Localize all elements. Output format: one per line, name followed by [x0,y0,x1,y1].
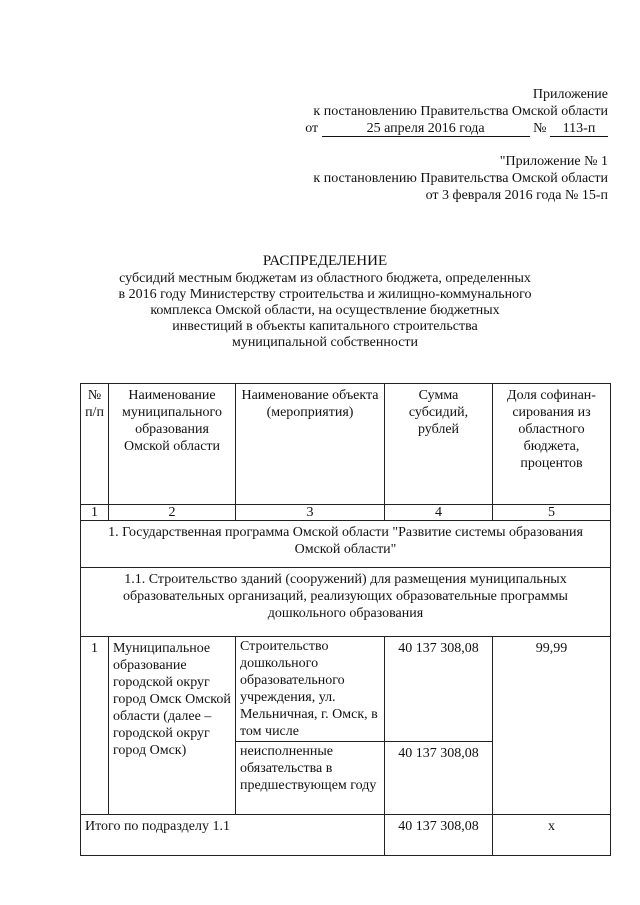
distribution-table [80,383,611,856]
column-number: 1 [81,505,109,521]
column-number: 2 [109,505,236,521]
title-heading: РАСПРЕДЕЛЕНИЕ [262,253,388,269]
resolution-date: 25 апреля 2016 года [322,121,530,137]
table-row [81,637,611,742]
program-title: 1. Государственная программа Омской области "Развитие системы образования Омской области" [81,521,611,568]
resolution-number: 113-п [550,121,608,137]
appendix-header [305,86,608,137]
resolution-reference: к постановлению Правительства Омской области [313,104,608,119]
total-label: Итого по подразделу 1.1 [81,815,385,856]
column-number: 3 [236,505,385,521]
subsection-row [81,568,611,637]
title-line: субсидий местным бюджетам из областного бюджета, определенных [119,271,531,286]
appendix1-header [313,153,608,204]
row-object-obligations: неисполненные обязательства в предшествующем году [236,742,385,815]
row-sum-obligations: 40 137 308,08 [385,742,493,815]
document-title [90,253,560,351]
number-sign: № [533,121,547,136]
title-line: в 2016 году Министерству строительства и жилищно-коммунального [118,287,532,302]
header-sum: Сумма субсидий, рублей [385,384,493,505]
header-share: Доля софинан-сирования из областного бюджета, процентов [493,384,611,505]
table-header-row [81,384,611,505]
column-number: 4 [385,505,493,521]
total-share: х [493,815,611,856]
row-municipality: Муниципальное образование городской округ город Омск Омской области (далее – городской округ город Омск) [109,637,236,815]
date-number-line [305,120,608,137]
row-object: Строительство дошкольного образовательного учреждения, ул. Мельничная, г. Омск, в том числе [236,637,385,742]
total-sum: 40 137 308,08 [385,815,493,856]
row-share: 99,99 [493,637,611,815]
row-number: 1 [81,637,109,815]
appendix1-date: от 3 февраля 2016 года № 15-п [425,188,608,203]
appendix1-label: "Приложение № 1 [499,154,608,169]
appendix-label: Приложение [532,87,608,102]
program-row [81,521,611,568]
date-prefix: от [305,121,319,136]
header-municipality: Наименование муниципального образования Омской области [109,384,236,505]
column-number-row [81,505,611,521]
appendix1-resolution: к постановлению Правительства Омской области [313,171,608,186]
column-number: 5 [493,505,611,521]
row-sum: 40 137 308,08 [385,637,493,742]
title-line: комплекса Омской области, на осуществление бюджетных [150,303,500,318]
total-row [81,815,611,856]
header-object: Наименование объекта (мероприятия) [236,384,385,505]
title-line: муниципальной собственности [231,335,419,350]
subsection-title: 1.1. Строительство зданий (сооружений) для размещения муниципальных образовательных организаций, реализующих образовательные программы дошкольного образования [81,568,611,637]
title-line: инвестиций в объекты капитального строительства [172,319,478,334]
header-number: № п/п [81,384,109,505]
